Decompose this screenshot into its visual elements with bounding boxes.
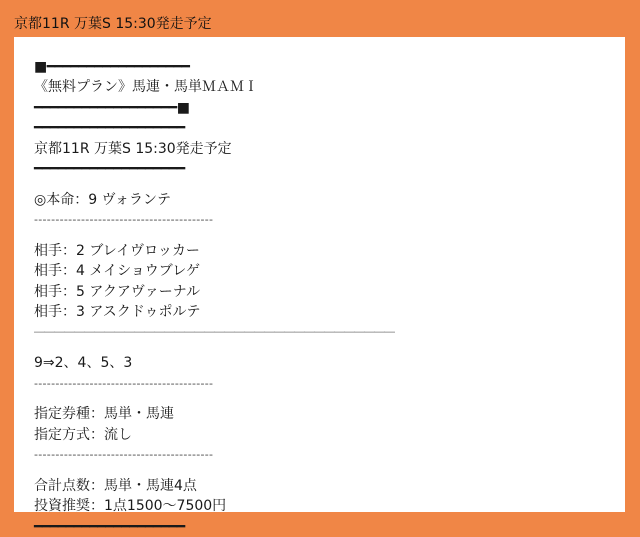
race-info: 京都11R 万葉S 15:30発走予定	[34, 140, 232, 157]
thin-rule: ――――――――――――――――――――――――――――――――――――	[34, 325, 394, 339]
ticket-type: 指定券種：馬単・馬連	[34, 406, 174, 423]
bet-method: 指定方式：流し	[34, 426, 132, 443]
race-header: 京都11R 万葉S 15:30発走予定	[14, 16, 212, 32]
total-points: 合計点数：馬単・馬連4点	[34, 477, 197, 494]
plan-title: 《無料プラン》馬連・馬単ＭＡＭＩ	[34, 79, 258, 96]
dashed-rule: ------------------------------------------	[34, 448, 214, 462]
dashed-rule: ------------------------------------------	[34, 376, 214, 390]
dashed-rule: ------------------------------------------	[34, 213, 214, 227]
honmei-pick: ◎本命：9 ヴォランテ	[34, 191, 172, 208]
article-panel	[14, 37, 625, 535]
aite-pick: 相手：5 アクアヴァーナル	[34, 283, 201, 300]
solid-rule: ━━━━━━━━━━━━━━━━━━━	[34, 518, 185, 535]
box-rule-top: ■━━━━━━━━━━━━━━━━━━	[34, 59, 190, 75]
article-content	[34, 57, 394, 537]
solid-rule: ━━━━━━━━━━━━━━━━━━━	[34, 160, 185, 177]
investment: 投資推奨：1点1500〜7500円	[34, 498, 227, 515]
aite-pick: 相手：3 アスクドゥポルテ	[34, 304, 201, 321]
solid-rule: ━━━━━━━━━━━━━━━━━━━	[34, 120, 185, 137]
formation: 9⇒2、4、5、3	[34, 355, 133, 372]
aite-pick: 相手：4 メイショウブレゲ	[34, 263, 200, 280]
aite-pick: 相手：2 ブレイヴロッカー	[34, 242, 200, 259]
box-rule-bottom: ━━━━━━━━━━━━━━━━━━■	[34, 99, 190, 116]
